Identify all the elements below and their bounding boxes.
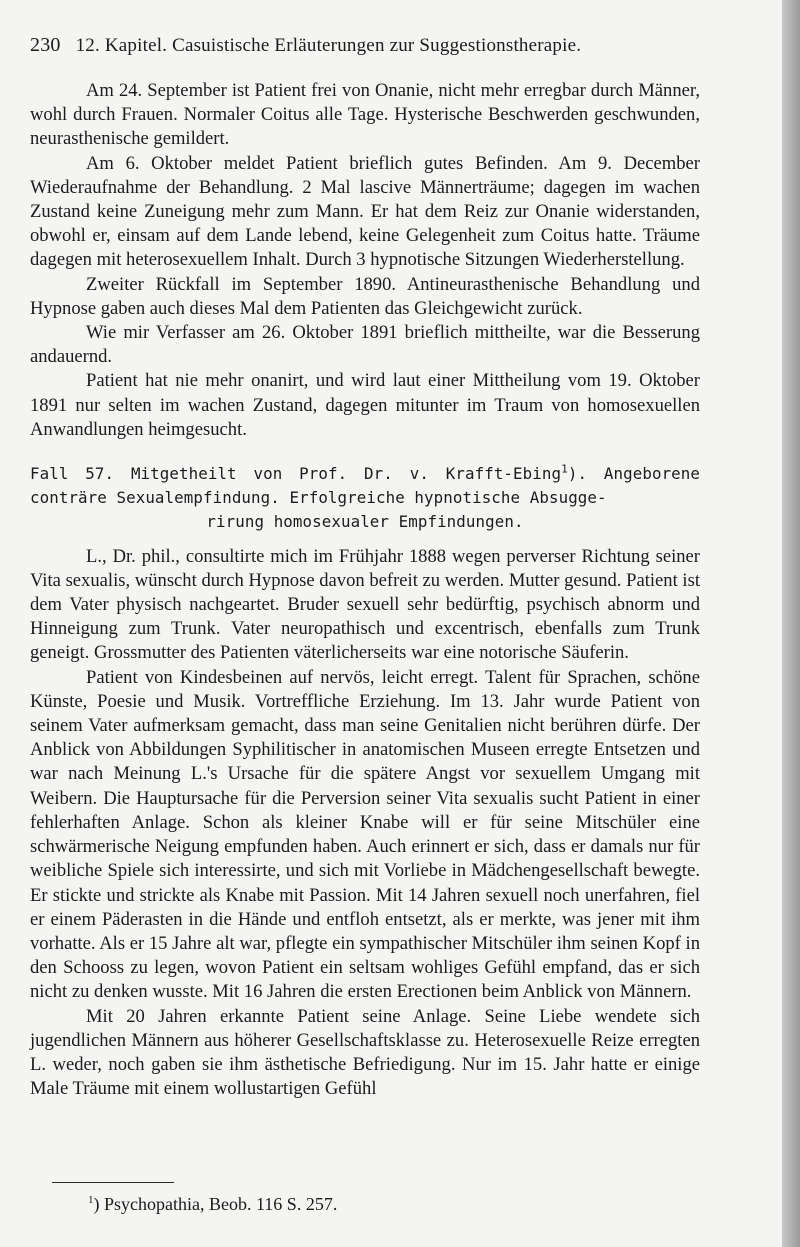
- body-text: [30, 79, 700, 1101]
- case-title: ). Angeborene conträre Sexualempfindung. Erfolgreiche hypnotische Absugge-: [30, 464, 701, 508]
- paragraph: Am 6. Oktober meldet Patient brieflich gutes Befinden. Am 9. December Wiederaufnahme der Behandlung. 2 Mal lascive Männerträume; dagegen im wachen Zustand keine Zuneigung mehr zum Mann. Er hat dem Reiz zur Onanie widerstanden, obwohl er, einsam auf dem Lande lebend, keine Gelegenheit zum Coitus hatte. Träume dagegen mit heterosexuellem Inhalt. Durch 3 hypnotische Sitzungen Wiederherstellung.: [30, 152, 700, 271]
- footnote-mark: 1: [88, 1194, 94, 1206]
- case-paragraph: Mit 20 Jahren erkannte Patient seine Anlage. Seine Liebe wendete sich jugendlichen Männern aus höherer Gesellschaftsklasse zu. Heterosexuelle Reize erregten L. weder, noch gaben sie ihm ästhetische Befriedigung. Nur im 15. Jahr hatte er einige Male Träume mit einem wollustartigen Gefühl: [30, 1005, 700, 1100]
- page-number: 230: [30, 34, 61, 56]
- paragraph: Wie mir Verfasser am 26. Oktober 1891 brieflich mittheilte, war die Besserung andauernd.: [30, 322, 700, 368]
- page-edge-shadow: [782, 0, 800, 1247]
- running-title: 12. Kapitel. Casuistische Erläuterungen zur Suggestionstherapie.: [75, 35, 582, 56]
- paragraph: Patient hat nie mehr onanirt, und wird laut einer Mittheilung vom 19. Oktober 1891 nur selten im wachen Zustand, dagegen mitunter im Traum von homosexuellen Anwandlungen heimgesucht.: [30, 370, 700, 440]
- case-paragraph: Patient von Kindesbeinen auf nervös, leicht erregt. Talent für Sprachen, schöne Künste, Poesie und Musik. Vortreffliche Erziehung. Im 13. Jahr wurde Patient von seinem Vater aufmerksam gemacht, dass man seine Genitalien nicht berühren dürfe. Der Anblick von Abbildungen Syphilitischer in anatomischen Museen erregte Entsetzen und war nach Meinung L.'s Ursache für die spätere Angst vor sexuellem Umgang mit Weibern. Die Hauptursache für die Perversion seiner Vita sexualis sucht Patient in einer fehlerhaften Anlage. Schon als kleiner Knabe will er für seine Mitschüler eine schwärmerische Neigung empfunden haben. Auch erinnert er sich, dass er damals nur für weibliche Spiele sich interessirte, und sich mit Vorliebe in Mädchengesellschaft bewegte. Er stickte und strickte als Knabe mit Passion. Mit 14 Jahren sexuell noch unerfahren, fiel er einem Päderasten in die Hände und entfloh entsetzt, als er merkte, was jener mit ihm vorhatte. Als er 15 Jahre alt war, pflegte ein sympathischer Mitschüler ihm seinen Kopf in den Schooss zu legen, wovon Patient ein seltsam wohliges Gefühl empfand, das er sich nicht zu denken wusste. Mit 16 Jahren die ersten Erectionen beim Anblick von Männern.: [30, 666, 700, 1003]
- case-paragraph: L., Dr. phil., consultirte mich im Frühjahr 1888 wegen perverser Richtung seiner Vita sexualis, wünscht durch Hypnose davon befreit zu werden. Mutter gesund. Patient ist dem Vater physisch nachgeartet. Bruder sexuell sehr bedürftig, psychisch abnorm und Hinneigung zum Trunk. Vater neuropathisch und excentrisch, ebenfalls zum Trunk geneigt. Grossmutter des Patienten väterlicherseits war eine notorische Säuferin.: [30, 545, 700, 664]
- footnote: [88, 1194, 337, 1215]
- paragraph: Am 24. September ist Patient frei von Onanie, nicht mehr erregbar durch Männer, wohl durch Frauen. Normaler Coitus alle Tage. Hysterische Beschwerden geschwunden, neurasthenische gemildert.: [30, 80, 700, 150]
- case-title-end: rirung homosexualer Empfindungen.: [206, 512, 524, 532]
- paragraph: Zweiter Rückfall im September 1890. Antineurasthenische Behandlung und Hypnose gaben auch dieses Mal dem Patienten das Gleichgewicht zurück.: [30, 273, 700, 319]
- page-header: [30, 34, 750, 64]
- case-label: Fall 57. Mitgetheilt von Prof. Dr. v. Krafft-Ebing: [30, 464, 562, 484]
- footnote-rule: [52, 1182, 174, 1183]
- case-heading: [30, 462, 700, 535]
- footnote-text: ) Psychopathia, Beob. 116 S. 257.: [93, 1194, 338, 1214]
- footnote-reference: 1: [561, 462, 568, 476]
